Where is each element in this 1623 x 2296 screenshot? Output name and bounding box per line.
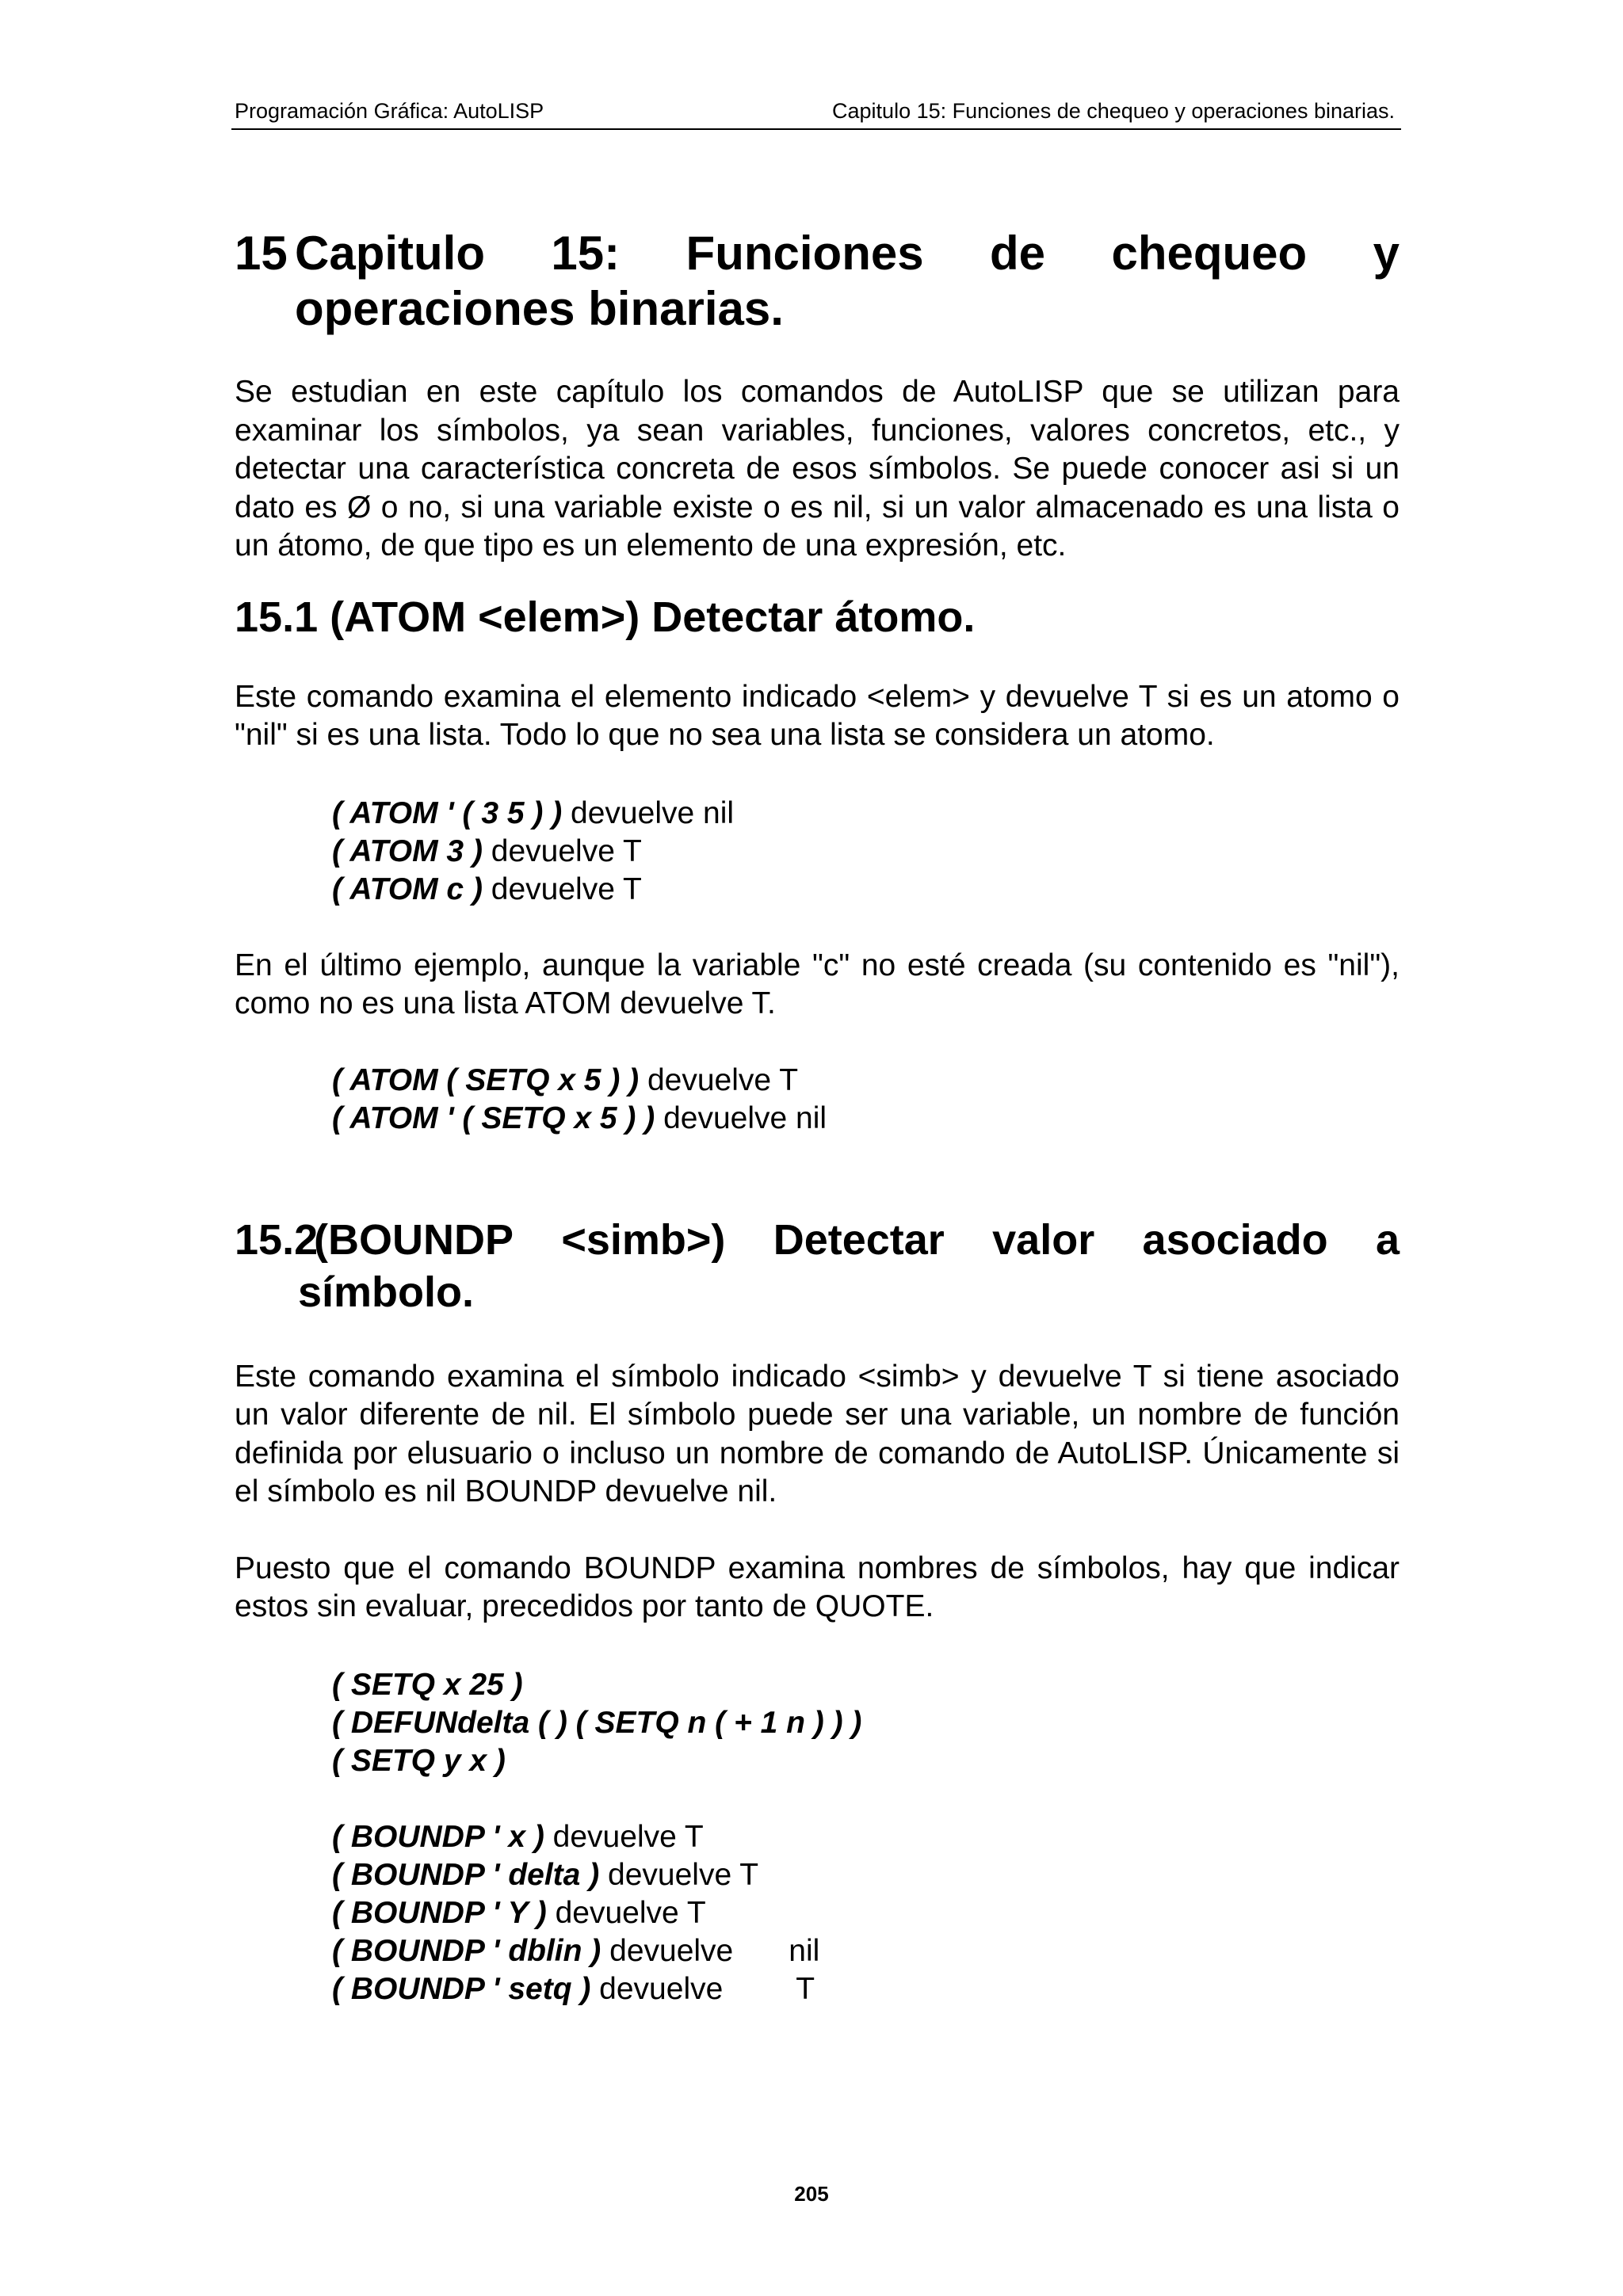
code-line: ( ATOM ( SETQ x 5 ) ) devuelve T xyxy=(332,1062,799,1097)
section-15-2-title: 15.2 (BOUNDP <simb>) Detectar valor asociado a símbolo. xyxy=(235,1214,1400,1318)
boundp-description: Este comando examina el símbolo indicado <simb> y devuelve T si tiene asociado un valor diferente de nil. El símbolo puede ser una variable, un nombre de función definida por elusuario o incluso un nombre de comando de AutoLISP. Únicamente si el símbolo es nil BOUNDP devuelve nil. xyxy=(235,1359,1400,1508)
chapter-title xyxy=(235,226,1400,337)
chapter-number: 15 xyxy=(235,227,288,280)
atom-description: Este comando examina el elemento indicado <elem> y devuelve T si es un atomo o "nil" si es una lista. Todo lo que no sea una lista se considera un atomo. xyxy=(235,679,1400,752)
chapter-title-line2: operaciones binarias. xyxy=(295,282,784,335)
running-header xyxy=(231,93,1401,130)
boundp-setup-code xyxy=(332,1666,1400,1780)
page-content xyxy=(235,226,1400,2008)
code-line: ( ATOM ' ( SETQ x 5 ) ) devuelve nil xyxy=(332,1100,827,1135)
page-number: 205 xyxy=(794,2182,829,2206)
code-line: ( BOUNDP ' Y ) devuelve T xyxy=(332,1895,706,1930)
code-line: ( SETQ x 25 ) xyxy=(332,1667,523,1702)
chapter-title-line1: Capitulo 15: Funciones de chequeo y xyxy=(295,227,1400,280)
atom-setq-examples xyxy=(332,1062,1400,1138)
code-line: ( ATOM c ) devuelve T xyxy=(332,871,642,906)
code-line: ( BOUNDP ' x ) devuelve T xyxy=(332,1819,704,1854)
code-line: ( ATOM ' ( 3 5 ) ) devuelve nil xyxy=(332,795,735,830)
code-line: ( BOUNDP ' delta ) devuelve T xyxy=(332,1857,759,1892)
intro-paragraph: Se estudian en este capítulo los comandos de AutoLISP que se utilizan para examinar los símbolos, ya sean variables, funciones, valores concretos, etc., y detectar una característica concreta de esos símbolos. Se puede conocer asi si un dato es Ø o no, si una variable existe o es nil, si un valor almacenado es una lista o un átomo, de que tipo es un elemento de una expresión, etc. xyxy=(235,375,1400,563)
atom-examples xyxy=(332,795,1400,909)
header-book-title: Programación Gráfica: AutoLISP xyxy=(235,99,544,123)
header-chapter-title: Capitulo 15: Funciones de chequeo y operaciones binarias. xyxy=(832,99,1395,123)
section-15-2-number: 15.2 xyxy=(235,1215,319,1264)
code-line: ( SETQ y x ) xyxy=(332,1743,506,1778)
atom-note: En el último ejemplo, aunque la variable "c" no esté creada (su contenido es "nil"), como no es una lista ATOM devuelve T. xyxy=(235,948,1400,1020)
code-line: ( BOUNDP ' setq ) devuelve T xyxy=(332,1971,815,2006)
code-line: ( BOUNDP ' dblin ) devuelve nil xyxy=(332,1933,820,1968)
code-line: ( DEFUNdelta ( ) ( SETQ n ( + 1 n ) ) ) xyxy=(332,1705,862,1740)
code-line: ( ATOM 3 ) devuelve T xyxy=(332,833,642,868)
boundp-quote-note: Puesto que el comando BOUNDP examina nombres de símbolos, hay que indicar estos sin evaluar, precedidos por tanto de QUOTE. xyxy=(235,1550,1400,1623)
boundp-examples xyxy=(332,1818,1400,2008)
section-15-1-title: 15.1 (ATOM <elem>) Detectar átomo. xyxy=(235,593,976,641)
